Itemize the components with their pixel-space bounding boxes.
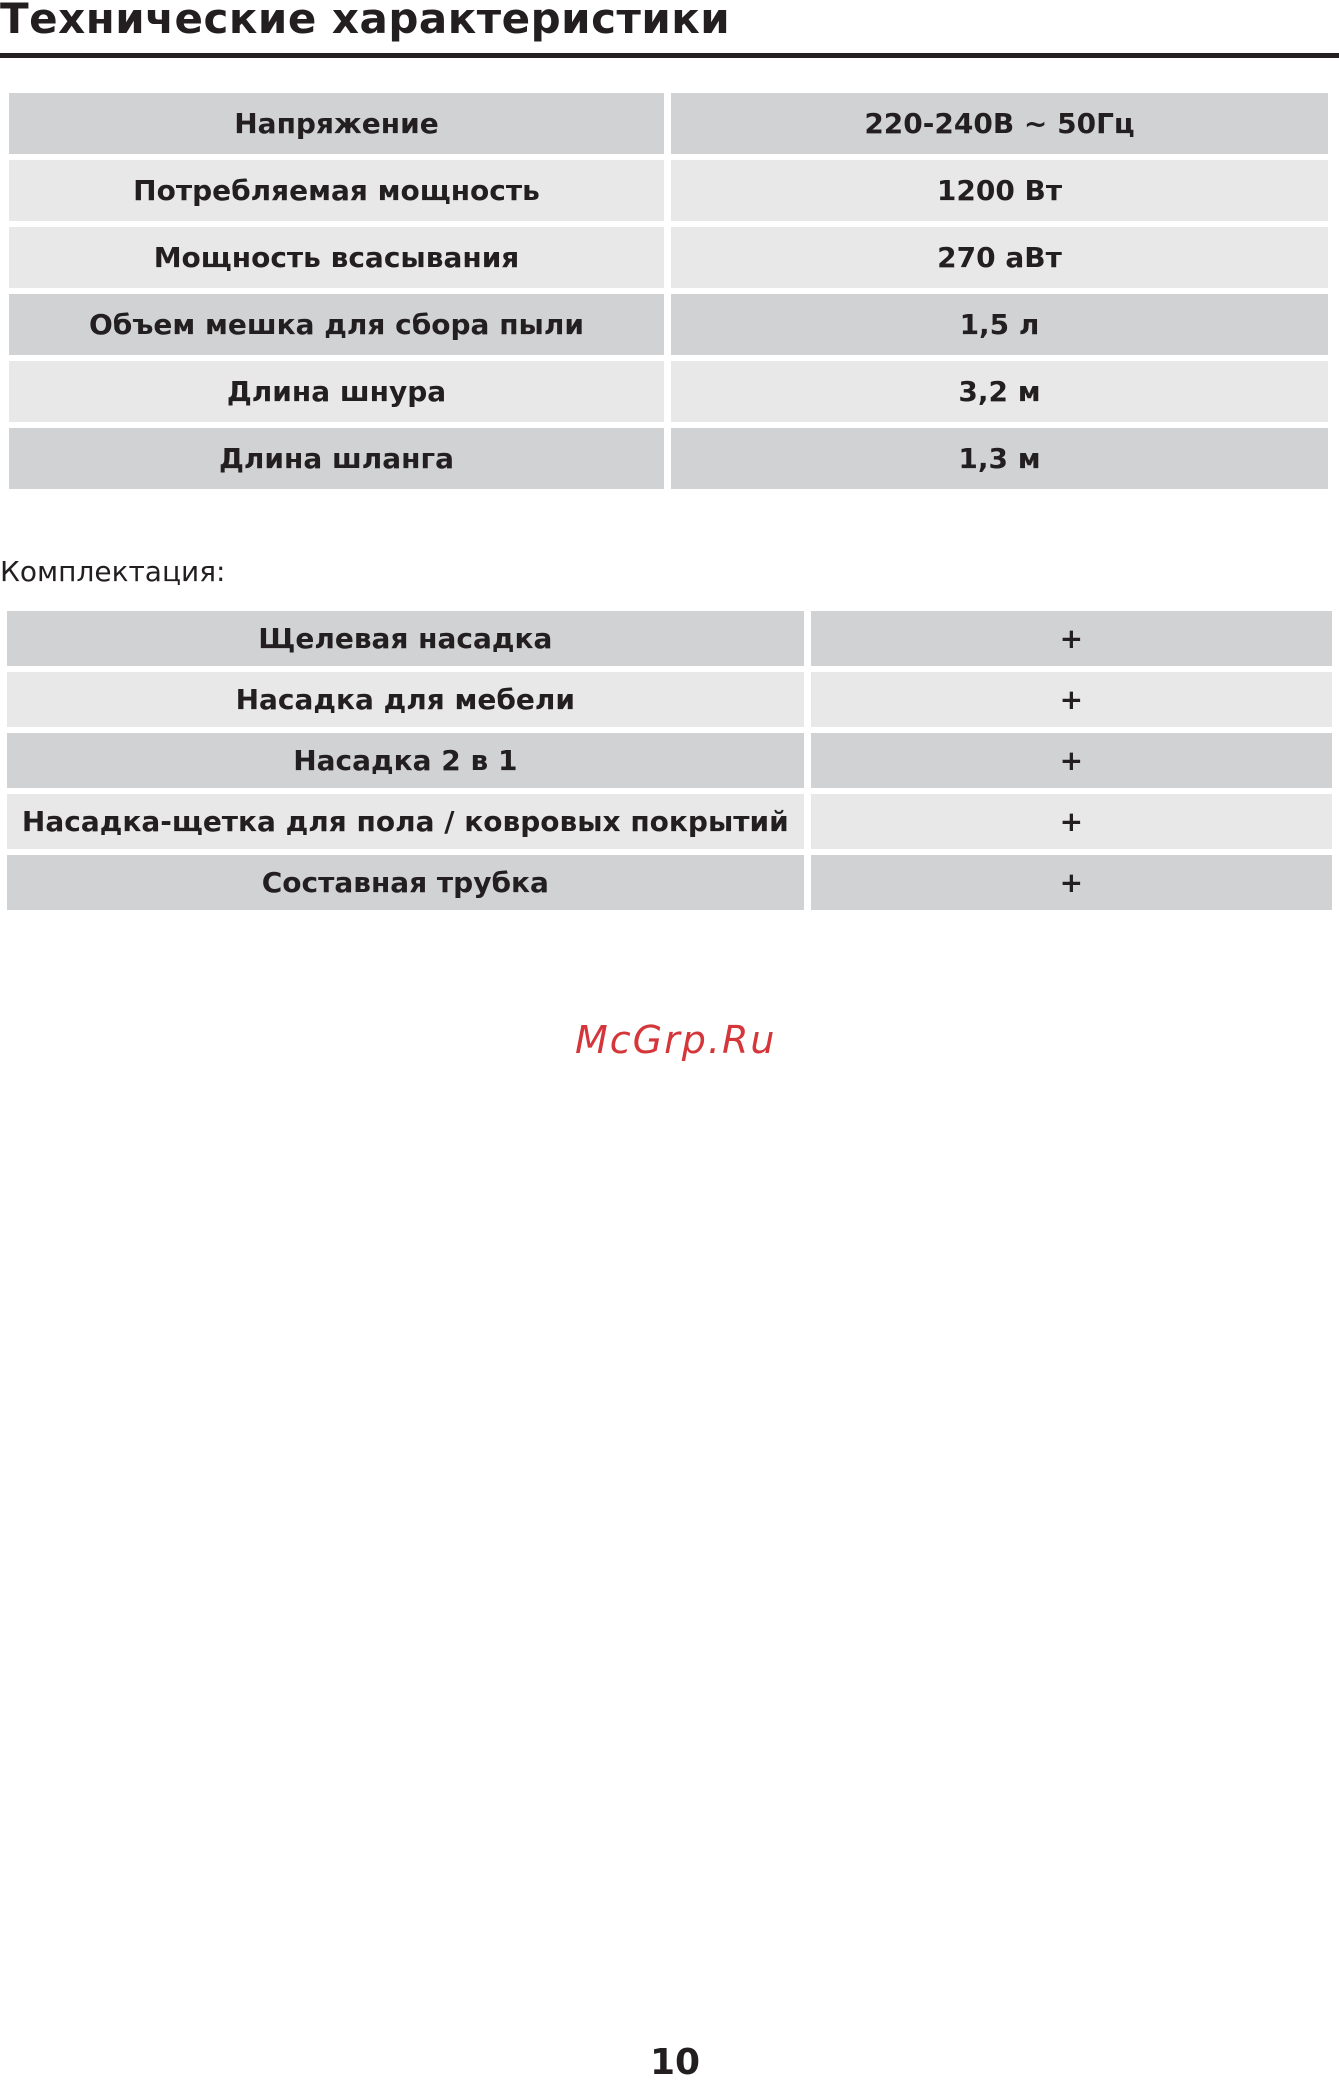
spec-value: 220-240В ~ 50Гц [671,93,1328,154]
table-row [7,794,1332,849]
kit-item-name: Насадка 2 в 1 [7,733,804,788]
kit-item-included: + [811,855,1332,910]
spec-name: Напряжение [9,93,664,154]
table-row [9,428,1328,489]
table-row [7,855,1332,910]
title-divider [0,53,1339,58]
table-row [7,672,1332,727]
watermark: McGrp.Ru [575,1018,777,1062]
spec-value: 1200 Вт [671,160,1328,221]
page-number: 10 [650,2042,701,2083]
kit-item-included: + [811,733,1332,788]
table-row [9,160,1328,221]
table-row [9,294,1328,355]
table-row [7,733,1332,788]
spec-value: 270 аВт [671,227,1328,288]
table-row [7,611,1332,666]
table-row [9,227,1328,288]
spec-name: Длина шланга [9,428,664,489]
spec-name: Потребляемая мощность [9,160,664,221]
spec-value: 1,5 л [671,294,1328,355]
kit-item-name: Составная трубка [7,855,804,910]
kit-item-included: + [811,611,1332,666]
kit-heading: Комплектация: [0,555,226,588]
spec-name: Длина шнура [9,361,664,422]
spec-value: 1,3 м [671,428,1328,489]
kit-table [0,605,1339,916]
kit-item-included: + [811,794,1332,849]
kit-item-included: + [811,672,1332,727]
page-title: Технические характеристики [0,0,731,43]
specs-table [2,87,1335,495]
table-row [9,93,1328,154]
kit-item-name: Насадка для мебели [7,672,804,727]
spec-name: Мощность всасывания [9,227,664,288]
spec-value: 3,2 м [671,361,1328,422]
spec-name: Объем мешка для сбора пыли [9,294,664,355]
kit-item-name: Щелевая насадка [7,611,804,666]
kit-item-name: Насадка-щетка для пола / ковровых покрытий [7,794,804,849]
table-row [9,361,1328,422]
